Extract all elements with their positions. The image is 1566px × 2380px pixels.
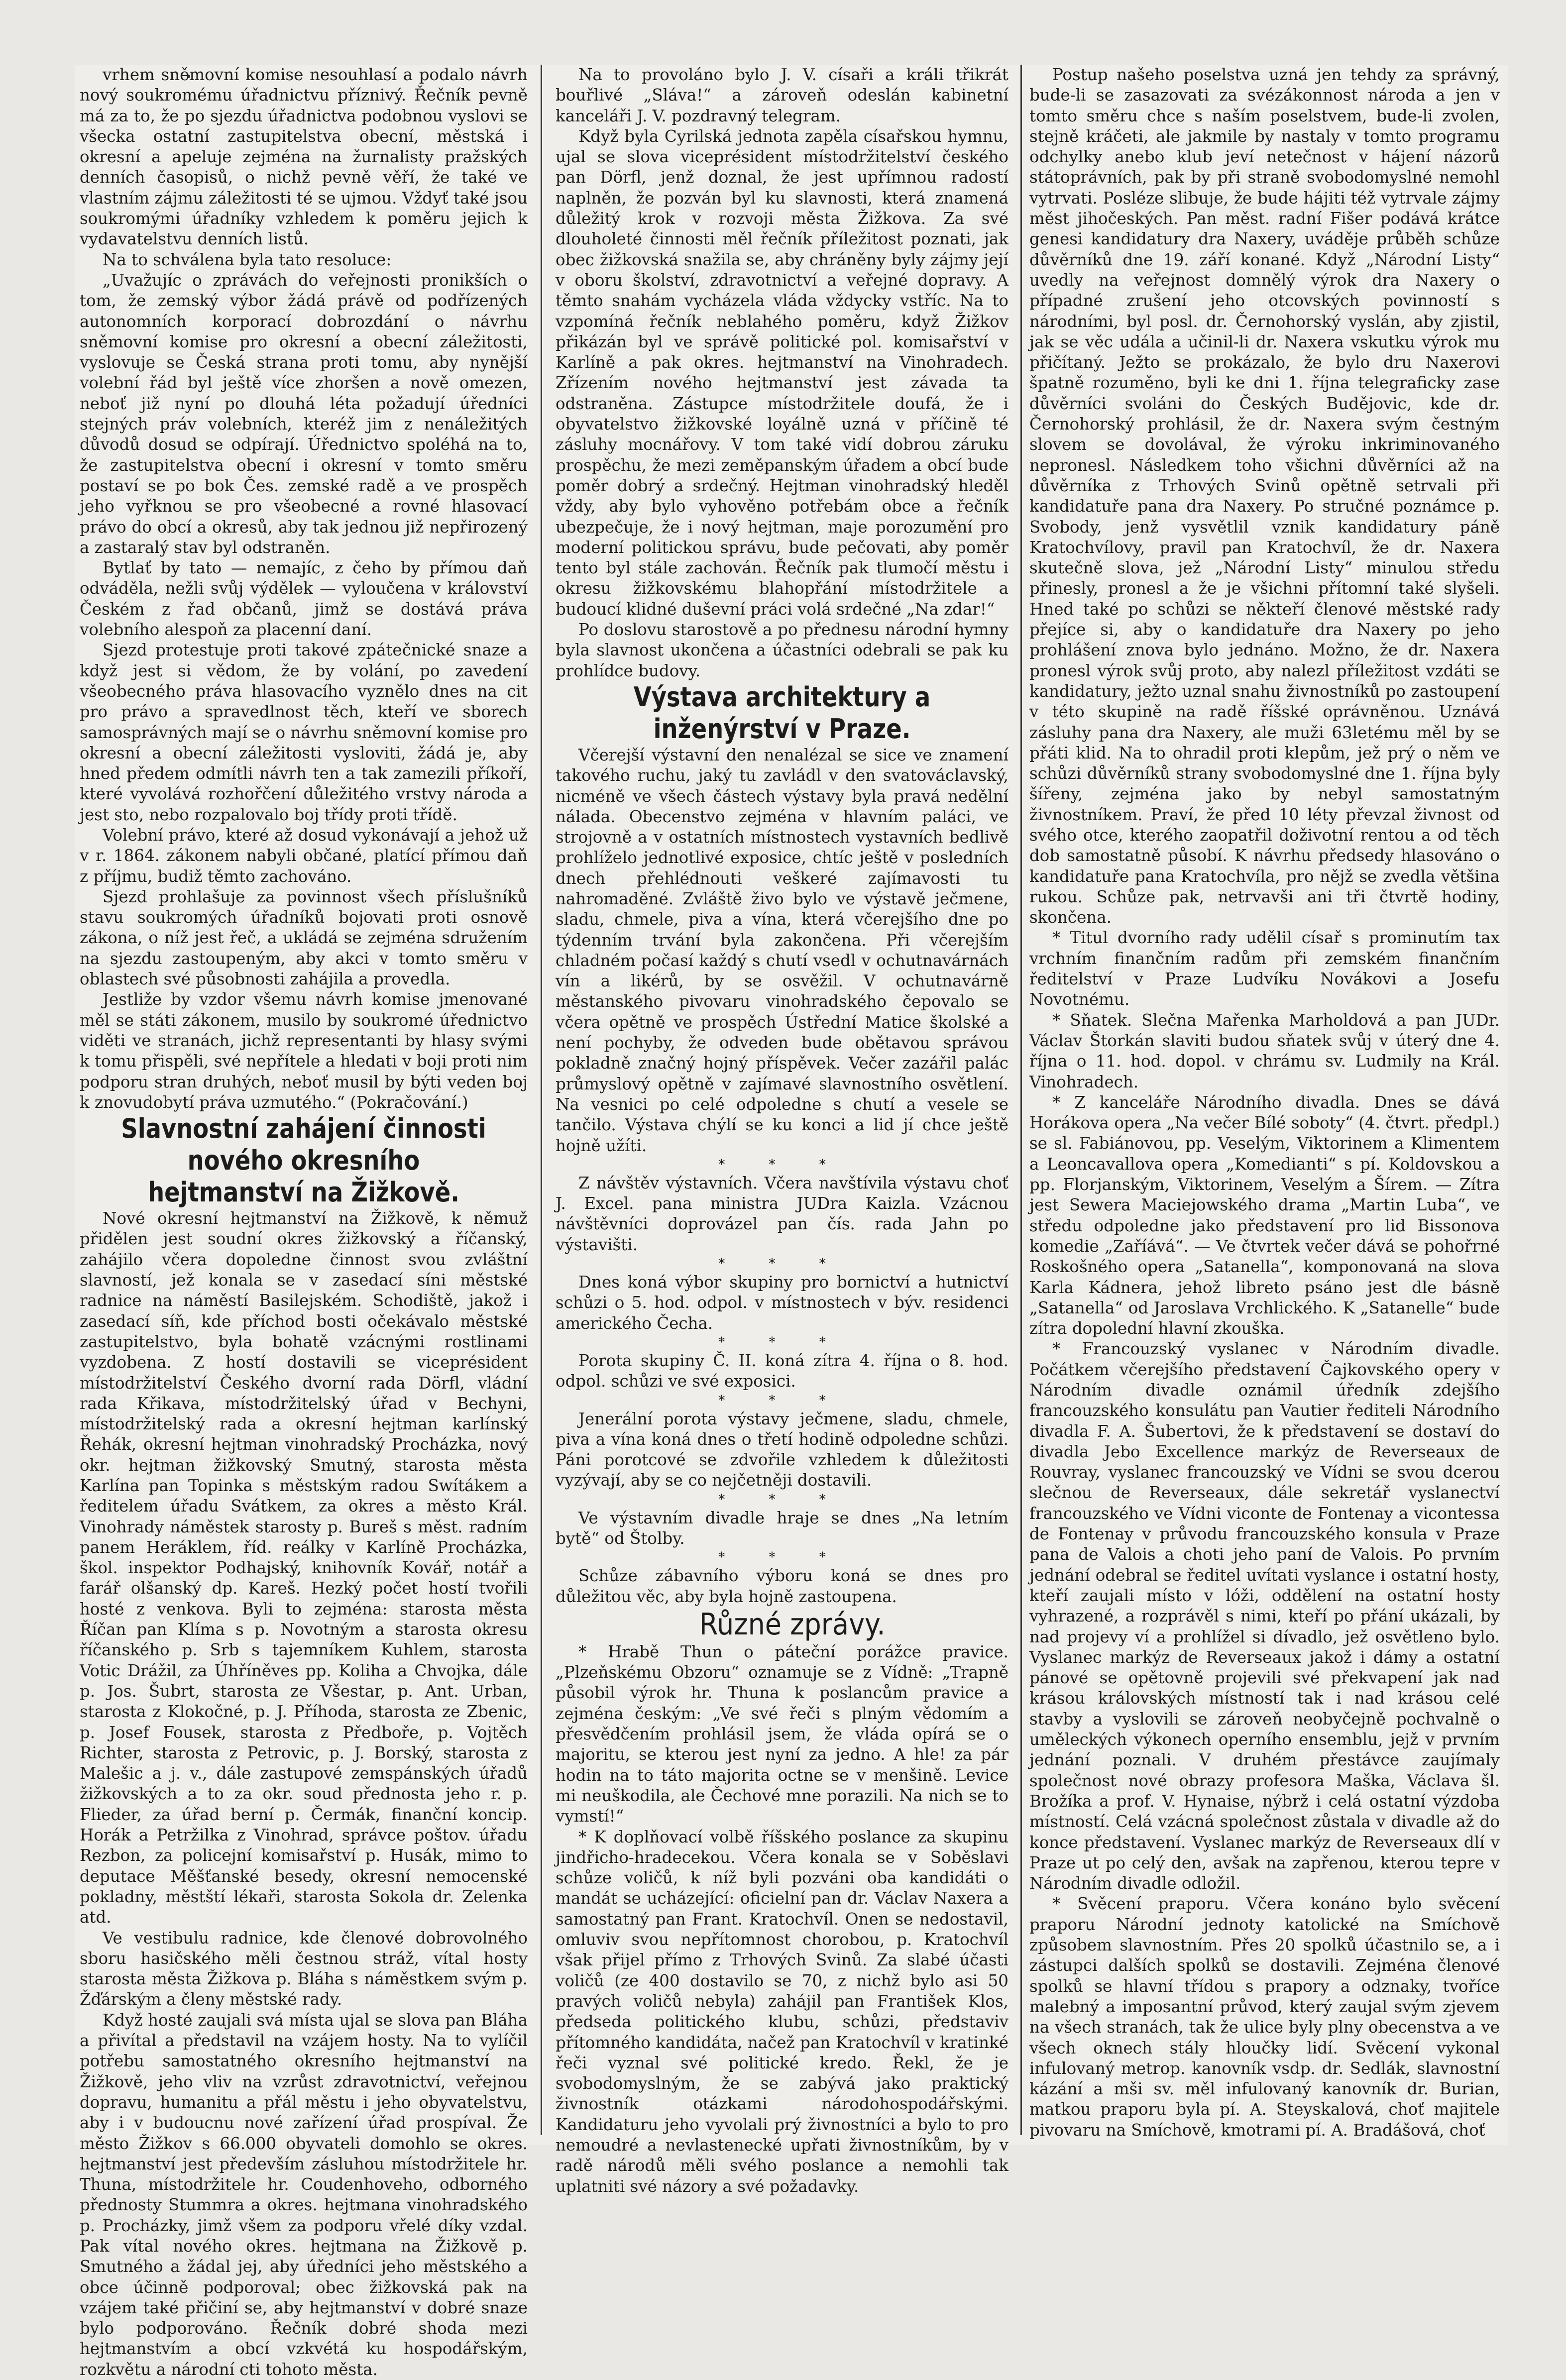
paragraph: Bytlať by tato — nemajíc, z čeho by přímou daň odváděla, nežli svůj výdělek — vyloučena v království Českém z řad občanů, jimž se dostává práva volebního alespoň za placenní daní.: [80, 558, 528, 640]
paragraph: * Titul dvorního rady udělil císař s prominutím tax vrchním finančním radům při zemském finančním ředitelství v Praze Ludvíku Novákovi a Josefu Novotnému.: [1029, 928, 1500, 1009]
paragraph: Postup našeho poselstva uzná jen tehdy za správný, bude-li se zasazovati za svézákonnost národa a jen v tomto směru chce s naším poselstvem, bude-li zvolen, stejně kráčeti, ale jakmile by nastaly v tomto programu odchylky anebo klub jeví netečnost v hájení názorů státoprávních, pak by při straně svobodomyslné nemohl vytrvati. Posléze slibuje, že bude hájiti též vytrvale zájmy měst jihočeských. Pan měst. radní Fišer podává krátce genesi kandidatury dra Naxery, uváděje průběh schůze důvěrníků dne 19. září konané. Když „Národní Listy“ uvedly na veřejnost domnělý výrok dra Naxery o případné zrušení jeho otcovských povinností s národními, byl posl. dr. Černohorský vyslán, aby zjistil, jak se věc udála a učinil-li dr. Naxera vskutku výrok mu přičítaný. Ježto se prokázalo, že bylo dru Naxerovi špatně rozuměno, byli ke dni 1. října telegraficky zase důvěrníci svoláni do Českých Budějovic, kde dr. Černohorský prohlásil, že dr. Naxera svým čestným slovem se dovolával, že výroku inkriminovaného nepronesl. Následkem toho všichni důvěrníci až na důvěrníka z Trhových Svinů opětně setrvali při kandidatuře pana dra Naxery. Po stručné poznámce p. Svobody, jenž vysvětlil vznik kandidatury páně Kratochvílovy, pravil pan Kratochvíl, že dr. Naxera skutečně slova, jež „Národní Listy“ minulou středu přinesly, pronesl a že je všichni přítomní také slyšeli. Hned také po schůzi se někteří členové městské rady přejíce si, aby o kandidatuře dra Naxery po jeho prohlášení znova bylo jednáno. Možno, že dr. Naxera pronesl výrok svůj proto, aby nalezl příležitost vzdáti se kandidatury, ježto uznal snahu živnostníků po zastoupení v této skupině na radě říšské oprávněnou. Uznává zásluhy pana dra Naxery, ale muži 63letému měl by se přáti klid. Na to ohradil proti klepům, jež prý o něm ve schůzi důvěrníků strany svobodomyslné dne 1. října byly šířeny, zejména jako by nebyl samostatným živnostníkem. Praví, že před 10 léty převzal živnost od svého otce, kterého zaopatřil doživotní rentou a od těch dob samostatně působí. K návrhu předsedy hlasováno o kandidatuře pana Kratochvíla, pro nějž se zvedla většina rukou. Schůze pak, netrvavši ani tři čtvrtě hodiny, skončena.: [1029, 65, 1500, 927]
paragraph: * Francouzský vyslanec v Národním divadle. Počátkem včerejšího představení Čajkovského opery v Národním divadle oznámil úředník zdejšího francouzského konsulátu pan Vautier řediteli Národního divadla F. A. Šubertovi, že k představení se dostaví do divadla Jebo Excellence markýz de Reverseaux de Rouvray, vyslanec francouzský ve Vídni se svou dcerou slečnou de Reverseaux, dále sekretář vyslanectví francouzského ve Vídni viconte de Fontenay a vicontessa de Fontenay v průvodu francouzského konsula v Praze pana de Valois a choti jeho paní de Valois. Po prvním jednání odebral se ředitel uvítati vyslance i ostatní hosty, kteří zaujali místo v lóži, oddělení na ostatní hosty vyhrazené, a rozprávěl s nimi, kteří po přání ukázali, by nad projevy ví a prohlížel si dívadlo, jež osvětleno bylo. Vyslanec markýz de Reverseaux jakož i dámy a ostatní pánové se opětovně projevili své překvapení jak nad krásou královských místností tak i nad krásou celé stavby a vyslovili se zároveň neobyčejně pochvalně o uměleckých výkonech operního ensemblu, jejž v prvním jednání poznali. V druhém přestávce zaujímaly společnost nové obrazy profesora Maška, Václava šl. Brožíka a prof. V. Hynaise, nýbrž i celá ostatní výzdoba místností. Celá vzácná společnost zůstala v divadle až do konce představení. Vyslanec markýz de Reverseaux dlí v Praze ut po celý den, avšak na zapřenou, kterou tepre v Národním divadle odložil.: [1029, 1339, 1500, 1893]
paragraph: Na to schválena byla tato resoluce:: [103, 250, 392, 269]
paragraph: Jestliže by vzdor všemu návrh komise jmenované měl se státi zákonem, musilo by soukromé úřednictvo viděti ve stranách, jichž representanti by hlasy svými k tomu přispěli, své nepřítele a hledati v boji proti nim podporu stran druhých, neboť musil by býti veden boj k znovudobytí práva uzmutého.“ (Pokračování.): [80, 990, 528, 1112]
separator-stars: * * *: [718, 1256, 846, 1272]
column-right: [1029, 65, 1500, 2140]
paragraph: Když byla Cyrilská jednota zapěla císařskou hymnu, ujal se slova viceprésident místodržitelství českého pan Dörfl, jenž doznal, že jest upřímnou radostí naplněn, že pozván byl ku slavnosti, která znamená důležitý krok v rozvoji města Žižkova. Za své dlouholeté činnosti měl řečník příležitost poznati, jak obec žižkovská snažila se, aby chráněny byly zájmy její v oboru školství, zdravotnictví a veřejné dopravy. A těmto snahám vycházela vláda vždycky vstříc. Na to vzpomíná řečník neblahého poměru, když Žižkov přikázán byl ve správě politické pol. komisařství v Karlíně a pak okres. hejtmanství na Vinohradech. Zřízením nového hejtmanství jest závada ta odstraněna. Zástupce místodržitele doufá, že i obyvatelstvo žižkovské loyálně uzná v příčině té zásluhy mocnářovy. V tom také vidí dobrou záruku prospěchu, že mezi zeměpanským úřadem a obcí bude poměr dobrý a srdečný. Hejtman vinohradský hleděl vždy, aby bylo vyhověno potřebám obce a řečník ubezpečuje, že i nový hejtman, maje porozumění pro moderní politickou správu, bude pečovati, aby poměr tento byl stále zachován. Řečník pak tlumočí městu i okresu žižkovskému blahopřání místodržitele a budoucí klidné duševní práci volá srdečné „Na zdar!“: [556, 126, 1008, 619]
paragraph: Když hosté zaujali svá místa ujal se slova pan Bláha a přivítal a představil na vzájem hosty. Na to vylíčil potřebu samostatného okresního hejtmanství na Žižkově, jeho vliv na vzrůst zdravotnictví, veřejnou dopravu, humanitu a přál městu i jeho obyvatelstvu, aby i v budoucnu nové zařízení úřad prospíval. Že město Žižkov s 66.000 obyvateli domohlo se okres. hejtmanství jest především zásluhou místodržitele hr. Thuna, místodržitele hr. Coudenhoveho, odborného přednosty Stummra a okres. hejtmana vinohradského p. Procházky, jimž všem za podporu vřelé díky vzdal. Pak vítal nového okres. hejtmana na Žižkově p. Smutného a žádal jej, aby úředníci jeho městského a obce účinně podporoval; obec žižkovská pak na vzájem také přičiní se, aby hejtmanství v dobré snaze bylo podporováno. Řečník dobré shoda mezi hejtmanstvím a obcí vzkvétá ku hospodářským, rozkvětu a národní cti tohoto města.: [80, 2010, 528, 2379]
paragraph: Volební právo, které až dosud vykonávají a jehož už v r. 1864. zákonem nabyli občané, platící přímou daň z příjmu, budiž těmto zachováno.: [80, 825, 528, 886]
separator-stars: * * *: [718, 1334, 846, 1350]
paragraph: Ve vestibulu radnice, kde členové dobrovolného sboru hasičského měli čestnou stráž, vítal hosty starosta města Žižkova p. Bláha s náměstkem svým p. Žďárským a členy městské rady.: [80, 1928, 528, 2009]
separator-stars: * * *: [718, 1393, 846, 1408]
newspaper-page: [75, 65, 1508, 2379]
paragraph: Na to provoláno bylo J. V. císaři a králi třikrát bouřlivé „Sláva!“ a zároveň odeslán kabinetní kanceláři J. V. pozdravný telegram.: [556, 65, 1008, 125]
paragraph: Sjezd protestuje proti takové zpátečnické snaze a když jest si vědom, že by volání, po zavedení všeobecného práva hlasovacího vyznělo dnes na cit pro právo a spravedlnost těch, kteří ve sborech samosprávných mají se o návrhu sněmovní komise pro okresní a obecní záležitosti vysloviti, žádá je, aby hned předem odmítli návrh ten a tak zamezili příkoří, které vyvolává rozhořčení důležitého vrstvy národa a jest sto, nebo rozpalovalo boj třídy proti třídě.: [80, 641, 528, 824]
paragraph: * Z kanceláře Národního divadla. Dnes se dává Horákova opera „Na večer Bílé soboty“ (4. čtvrt. předpl.) se sl. Fabiánovou, pp. Veselým, Viktorinem a Klimentem a Leoncavallova opera „Komedianti“ s pí. Koldovskou a pp. Florjanským, Viktorinem, Veselým a Šírem. — Zítra jest Sewera Maciejowského drama „Martin Luba“, ve středu odpoledne jako představení pro lid Bissonova komedie „Zaříává“. — Ve čtvrtek večer dává se pohořrné Roskošného opera „Satanella“, komponovaná na slova Karla Kádnera, jehož libreto psáno jest dle básně „Satanella“ od Jaroslava Vrchlického. K „Satanelle“ bude zítra dopolední hlavní zkouška.: [1029, 1092, 1500, 1338]
paragraph: Dnes koná výbor skupiny pro bornictví a hutnictví schůzi o 5. hod. odpol. v místnostech v býv. residenci amerického Čecha.: [556, 1273, 1008, 1333]
paragraph: * K doplňovací volbě říšského poslance za skupinu jindřicho-hradecekou. Včera konala se v Soběslavi schůze voličů, k níž byli pozváni oba kandidáti o mandát se ucházející: oficielní pan dr. Václav Naxera a samostatný pan Frant. Kratochvíl. Onen se nedostavil, omluviv svou nepřítomnost chorobou, p. Kratochvíl však přijel přímo z Trhových Svinů. Za slabé účasti voličů (ze 400 dostavilo se 70, z nichž bylo asi 50 pravých voličů nebyla) zahájil pan František Klos, předseda politického klubu, schůzi, představiv přítomného kandidáta, načež pan Kratochvíl v kratinké řeči vyznal své politické kredo. Řekl, že je svobodomyslným, že se zabývá jako praktický živnostník otázkami národohospodářskými. Kandidaturu jeho vyvolali prý živnostníci a bylo to pro nemoudré a nevlastenecké upřati živnostníkům, by v radě národů měli svého poslance a nemohli tak uplatniti své názory a své požadavky.: [556, 1827, 1008, 2196]
article-headline: Slavnostní zahájení činnosti nového okresního hejtmanství na Žižkově.: [121, 1113, 486, 1208]
separator-stars: * * *: [718, 1492, 846, 1507]
article-headline: Výstava architektury a inženýrství v Praze.: [633, 681, 931, 745]
paragraph: Včerejší výstavní den nenalézal se sice ve znamení takového ruchu, jaký tu zavládl v den svatováclavský, nicméně ve všech částech výstavy byla pravá nedělní nálada. Obecenstvo zejména v hlavním paláci, ve strojovně a v ostatních místnostech vystavních bedlivě prohlíželo jednotlivé exposice, chtíc ještě v posledních dnech přehlédnouti veškeré zajímavosti tu nahromaděné. Zvláště živo bylo ve výstavě ječmene, sladu, chmele, piva a vína, která včerejšího dne po týdenním trvání byla zakončena. Při včerejším chladném počasí každý s chutí vsedl v ochutnavárnách vín a likérů, by se osvěžil. V ochutnavárně městanského pivovaru vinohradského čepovalo se včera opětně ve prospěch Ústřední Matice školské a není pochyby, že odveden bude obětavou správou pokladně značný hojný příspěvek. Večer zazářil palác průmyslový opětně v zajímavé slavnostního osvětlení. Na vesnici po celé odpoledne s chutí a vesele se tančilo. Výstava chýlí se ku konci a lid jí chce ještě hojně užíti.: [556, 745, 1008, 1155]
paragraph: Po doslovu starostově a po přednesu národní hymny byla slavnost ukončena a účastníci odebrali se pak ku prohlídce budovy.: [556, 620, 1008, 680]
paragraph: Schůze zábavního výboru koná se dnes pro důležitou věc, aby byla hojně zastoupena.: [556, 1566, 1008, 1606]
paragraph: * Svěcení praporu. Včera konáno bylo svěcení praporu Národní jednoty katolické na Smíchově způsobem slavnostním. Přes 20 spolků účastnilo se, a i zástupci dalších spolků se dostavili. Zejména členové spolků se hlavní třídou s prapory a odznaky, tvoříce malebný a imposantní průvod, který zaujal svým zjevem na všech stranách, tak že ulice byly plny obecenstva a ve všech oknech stály hloučky lidí. Svěcení vykonal infulovaný metrop. kanovník vsdp. dr. Sedlák, slavnostní kázání a mši sv. měl infulovaný kanovník dr. Burian, matkou praporu byla pí. A. Steyskalová, choť majitele pivovaru na Smíchově, kmotrami pí. A. Bradášová, choť: [1029, 1894, 1500, 2140]
separator-stars: * * *: [718, 1550, 846, 1565]
paragraph: Z návštěv výstavních. Včera navštívila výstavu choť J. Excel. pana ministra JUDra Kaizla. Vzácnou návštěvníci doprovázel pan čís. rada Jahn po výstavišti.: [556, 1173, 1008, 1254]
paragraph: vrhem sněmovní komise nesouhlasí a podalo návrh nový soukromému úřadnictvu příznivý. Řečník pevně má za to, že po sjezdu úřadnictva podobnou vyslovi se všecka ostatní zastupitelstva obecní, městská i okresní a apeluje zejména na žurnalisty pražských denních časopisů, o nichž pevně věří, že také ve vlastním zájmu záležitosti té se ujmou. Vždyť také jsou soukromými úřadníky vzhledem k poměru jejich k vydavatelstvu denních listů.: [80, 65, 528, 249]
paragraph: Porota skupiny Č. II. koná zítra 4. října o 8. hod. odpol. schůzi ve své exposici.: [556, 1351, 1008, 1391]
paragraph: Nové okresní hejtmanství na Žižkově, k němuž přidělen jest soudní okres žižkovský a říčanský, zahájilo včera dopoledne činnost svou zvláštní slavností, jež konala se v zasedací síni městské radnice na náměstí Basilejském. Schodiště, jakož i zasedací síň, kde příchod bosti očekávalo městské zastupitelstvo, byla bohatě vzácnými rostlinami vyzdobena. Z hostí dostavili se viceprésident místodržitelství Českého dvorní rada Dörfl, vládní rada Křikava, místodržitelský úřad v Bechyni, místodržitelský rada a okresní hejtman karlínský Řehák, okresní hejtman vinohradský Procházka, nový okr. hejtman žižkovský Smutný, starosta města Karlína pan Topinka s městským radou Swítákem a ředitelem úřadu Svátkem, za okres a město Král. Vinohrady náměstek starosty p. Bureš s měst. radním panem Heráklem, říd. reálky v Karlíně Procházka, škol. inspektor Podhajský, knihovník Kovář, notář a farář olšanský dp. Kareš. Hezký počet hostí tvořili hosté z venkova. Byli to zejména: starosta města Říčan pan Klíma s p. Novotným a starosta okresu říčanského p. Srb s tajemníkem Kuhlem, starosta Votic Drážil, za Úhříněves pp. Koliha a Chvojka, dále p. Jos. Šubrt, starosta ze Všestar, p. Ant. Urban, starosta z Klokočné, p. J. Příhoda, starosta ze Zbenic, p. Josef Fousek, starosta z Předboře, p. Vojtěch Richter, starosta z Petrovic, p. J. Borský, starosta z Malešic a j. v., dále zastupové zemspánských úřadů žižkovských a to za okr. soud přednosta jeho r. p. Flieder, za úřad berní p. Čermák, finanční koncip. Horák a Petržilka z Vinohrad, správce poštov. úřadu Rezbon, za policejní komisařství p. Husák, mimo to deputace Měšťanské besedy, okresní nemocenské pokladny, městští lékaři, starosta Sokola dr. Zelenka atd.: [80, 1209, 528, 1927]
paragraph: * Sňatek. Slečna Mařenka Marholdová a pan JUDr. Václav Štorkán slaviti budou sňatek svůj v úterý dne 4. října o 11. hod. dopol. v chrámu sv. Ludmily na Král. Vinohradech.: [1029, 1010, 1500, 1091]
paragraph: Jenerální porota výstavy ječmene, sladu, chmele, piva a vína koná dnes o třetí hodině odpoledne schůzi. Páni porotcové se zdvořile vzhledem k důležitosti vyzývají, aby se co nejčetněji dostavili.: [556, 1409, 1008, 1490]
paragraph: * Hrabě Thun o páteční porážce pravice. „Plzeňskému Obzoru“ oznamuje se z Vídně: „Trapně působil výrok hr. Thuna k poslancům pravice a zejména českým: „Ve své řeči s plným vědomím a přesvědčením prohlásil jsem, že vláda opírá se o majoritu, se kterou jest nyní za jedno. A hle! za pár hodin na to táto majorita octne se v menšině. Levice mi neuškodila, ale Čechové mne porazili. Na nich se to vymstí!“: [556, 1642, 1008, 1826]
paragraph: Sjezd prohlašuje za povinnost všech příslušníků stavu soukromých úřadníků bojovati proti osnově zákona, o níž jest řeč, a ukládá se zejména sdružením na sjezdu zastoupeným, aby akci v tomto směru v oblastech své působnosti zahájila a provedla.: [80, 887, 528, 989]
separator-stars: * * *: [718, 1157, 846, 1172]
paragraph: Ve výstavním divadle hraje se dnes „Na letním bytě“ od Štolby.: [556, 1508, 1008, 1548]
column-middle: [556, 65, 1008, 2196]
column-rule: [1020, 65, 1022, 2135]
column-rule: [541, 65, 542, 2135]
column-left: [80, 65, 528, 2379]
paragraph: „Uvažujíc o zprávách do veřejnosti pronikších o tom, že zemský výbor žádá právě od podřízených autonomních korporací dobrozdání o návrhu sněmovní komise pro okresní a obecní záležitosti, vyslovuje se Česká strana proti tomu, aby nynější volební řád byl ještě více zhoršen a nově omezen, neboť již nyní po dlouhá léta požadují úředníci stejných práv volebních, kteréž jim z nenáležitých důvodů dosud se odpírají. Úřednictvo spoléhá na to, že zastupitelstva obecní i okresní v tomto směru postaví se po bok Čes. zemské radě a ve prospěch jeho vyřknou se pro všeobecné a rovné hlasovací právo do obcí a okresů, aby tak jednou již nepřirozený a zastaralý stav byl odstraněn.: [80, 270, 528, 557]
section-headline: Různé zprávy.: [699, 1607, 886, 1642]
